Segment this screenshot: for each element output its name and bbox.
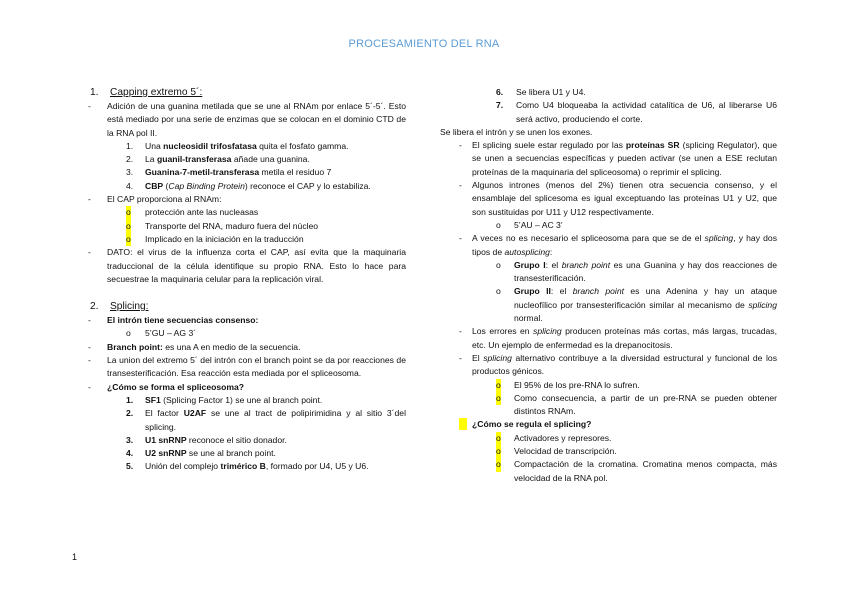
section-heading-capping: 1. Capping extremo 5´: — [90, 87, 203, 98]
list-item: - Branch point: es una A en medio de la secuencia. — [88, 341, 406, 354]
circle-bullet-icon: o — [496, 259, 501, 270]
numbered-item: 3. U1 snRNP reconoce el sitio donador. — [126, 434, 287, 445]
numbered-item: 7. Como U4 bloqueaba la actividad catalítica de U6, al liberarse U6 será activo, produciendo el corte. — [496, 100, 777, 124]
list-item: - La union del extremo 5´ del intrón con el branch point se da por reacciones de transesterificación. Esa reacción esta mediada por el spliceosoma. — [88, 354, 406, 381]
left-column — [88, 86, 406, 474]
bullet-item: o Transporte del RNA, maduro fuera del núcleo — [88, 220, 406, 233]
list-item: - El splicing suele estar regulado por las proteínas SR (splicing Regulator), que se unen a secuencias específicas y pueden activar (se unen a ESE reclutan proteínas de la maquinaria del spliceosoma) o reprimir el splicing. — [440, 139, 777, 179]
list-item: - El CAP proporciona al RNAm: — [88, 193, 406, 206]
numbered-item: 3. Guanina-7-metil-transferasa metila el residuo 7 — [126, 167, 332, 178]
bullet-item: o Implicado en la iniciación en la traducción — [88, 233, 406, 246]
circle-bullet-icon: o — [126, 328, 131, 339]
numbered-item: 1. Una nucleosidil trifosfatasa quita el fosfato gamma. — [126, 140, 349, 151]
bullet-item: o Grupo II: el branch point es una Adenina y hay un ataque nucleofílico por transesterificación similar al mecanismo de splicing normal. — [496, 286, 777, 324]
list-item: - El splicing alternativo contribuye a la diversidad estructural y funcional de los productos génicos. — [440, 352, 777, 379]
circle-bullet-icon: o — [496, 392, 501, 405]
list-item: - ¿Cómo se forma el spliceosoma? — [88, 381, 406, 394]
bullet-item: o Activadores y represores. — [440, 432, 777, 445]
numbered-item: 2. El factor U2AF se une al tract de polipirimidina y al sitio 3´del splicing. — [126, 408, 406, 432]
numbered-item: 4. U2 snRNP se une al branch point. — [126, 448, 276, 459]
list-item: - Adición de una guanina metilada que se une al RNAm por enlace 5´-5´. Esto está mediado por una serie de enzimas que se colocan en el dominio CTD de la RNA pol II. — [88, 100, 406, 140]
bullet-item: o El 95% de los pre-RNA lo sufren. — [440, 379, 777, 392]
circle-bullet-icon: o — [496, 219, 501, 230]
bullet-item: o Como consecuencia, a partir de un pre-RNA se pueden obtener distintos RNAm. — [496, 392, 777, 417]
page-number: 1 — [72, 552, 78, 562]
numbered-item: 4. CBP (Cap Binding Protein) reconoce el CAP y lo estabiliza. — [126, 180, 371, 191]
circle-bullet-icon: o — [496, 432, 501, 445]
circle-bullet-icon: o — [496, 445, 501, 458]
section-heading-splicing: 2. Splicing: — [90, 301, 149, 313]
numbered-item: 2. La guanil-transferasa añade una guanina. — [126, 154, 310, 165]
list-item: - A veces no es necesario el spliceosoma para que se de el splicing, y hay dos tipos de autosplicing: — [440, 232, 777, 259]
numbered-item: 5. Unión del complejo trimérico B, formado por U4, U5 y U6. — [126, 461, 369, 472]
circle-bullet-icon: o — [496, 458, 501, 471]
paragraph: Se libera el intrón y se unen los exones. — [440, 126, 593, 137]
circle-bullet-icon: o — [126, 233, 131, 246]
list-item: - El intrón tiene secuencias consenso: — [88, 314, 406, 327]
circle-bullet-icon: o — [126, 206, 131, 219]
bullet-item: o Compactación de la cromatina. Cromatina menos compacta, más velocidad de la RNA pol. — [496, 459, 777, 483]
bullet-item: o 5’AU – AC 3’ — [440, 219, 777, 232]
bullet-item: o 5’GU – AG 3´ — [88, 327, 406, 340]
bullet-item: o Grupo I: el branch point es una Guanina y hay dos reacciones de transesterificación. — [496, 259, 777, 284]
circle-bullet-icon: o — [126, 220, 131, 233]
circle-bullet-icon: o — [496, 379, 501, 392]
circle-bullet-icon: o — [496, 286, 501, 297]
page-title: PROCESAMIENTO DEL RNA — [348, 38, 500, 50]
list-item: - Algunos intrones (menos del 2%) tienen otra secuencia consenso, y el ensamblaje del splicesoma es igual exceptuando las proteínas U1 y U2, que son sustituidas por U11 y U12 respectivamente. — [440, 179, 777, 219]
list-item: - DATO: el virus de la influenza corta el CAP, así evita que la maquinaria traduccional de la célula identifique su propio RNA. Esto lo hace para secuestrae la maquinaria celular para la replicación viral. — [88, 246, 406, 286]
numbered-item: 1. SF1 (Splicing Factor 1) se une al branch point. — [126, 394, 323, 405]
bullet-item: o Velocidad de transcripción. — [440, 445, 777, 458]
list-item: - Los errores en splicing producen proteínas más cortas, más largas, trucadas, etc. Un ejemplo de enfermedad es la drepanocitosis. — [440, 325, 777, 352]
right-column — [440, 86, 777, 485]
numbered-item: 6. Se libera U1 y U4. — [496, 87, 586, 97]
bullet-item: o protección ante las nucleasas — [88, 206, 406, 219]
list-item: - ¿Cómo se regula el splicing? — [440, 418, 777, 431]
